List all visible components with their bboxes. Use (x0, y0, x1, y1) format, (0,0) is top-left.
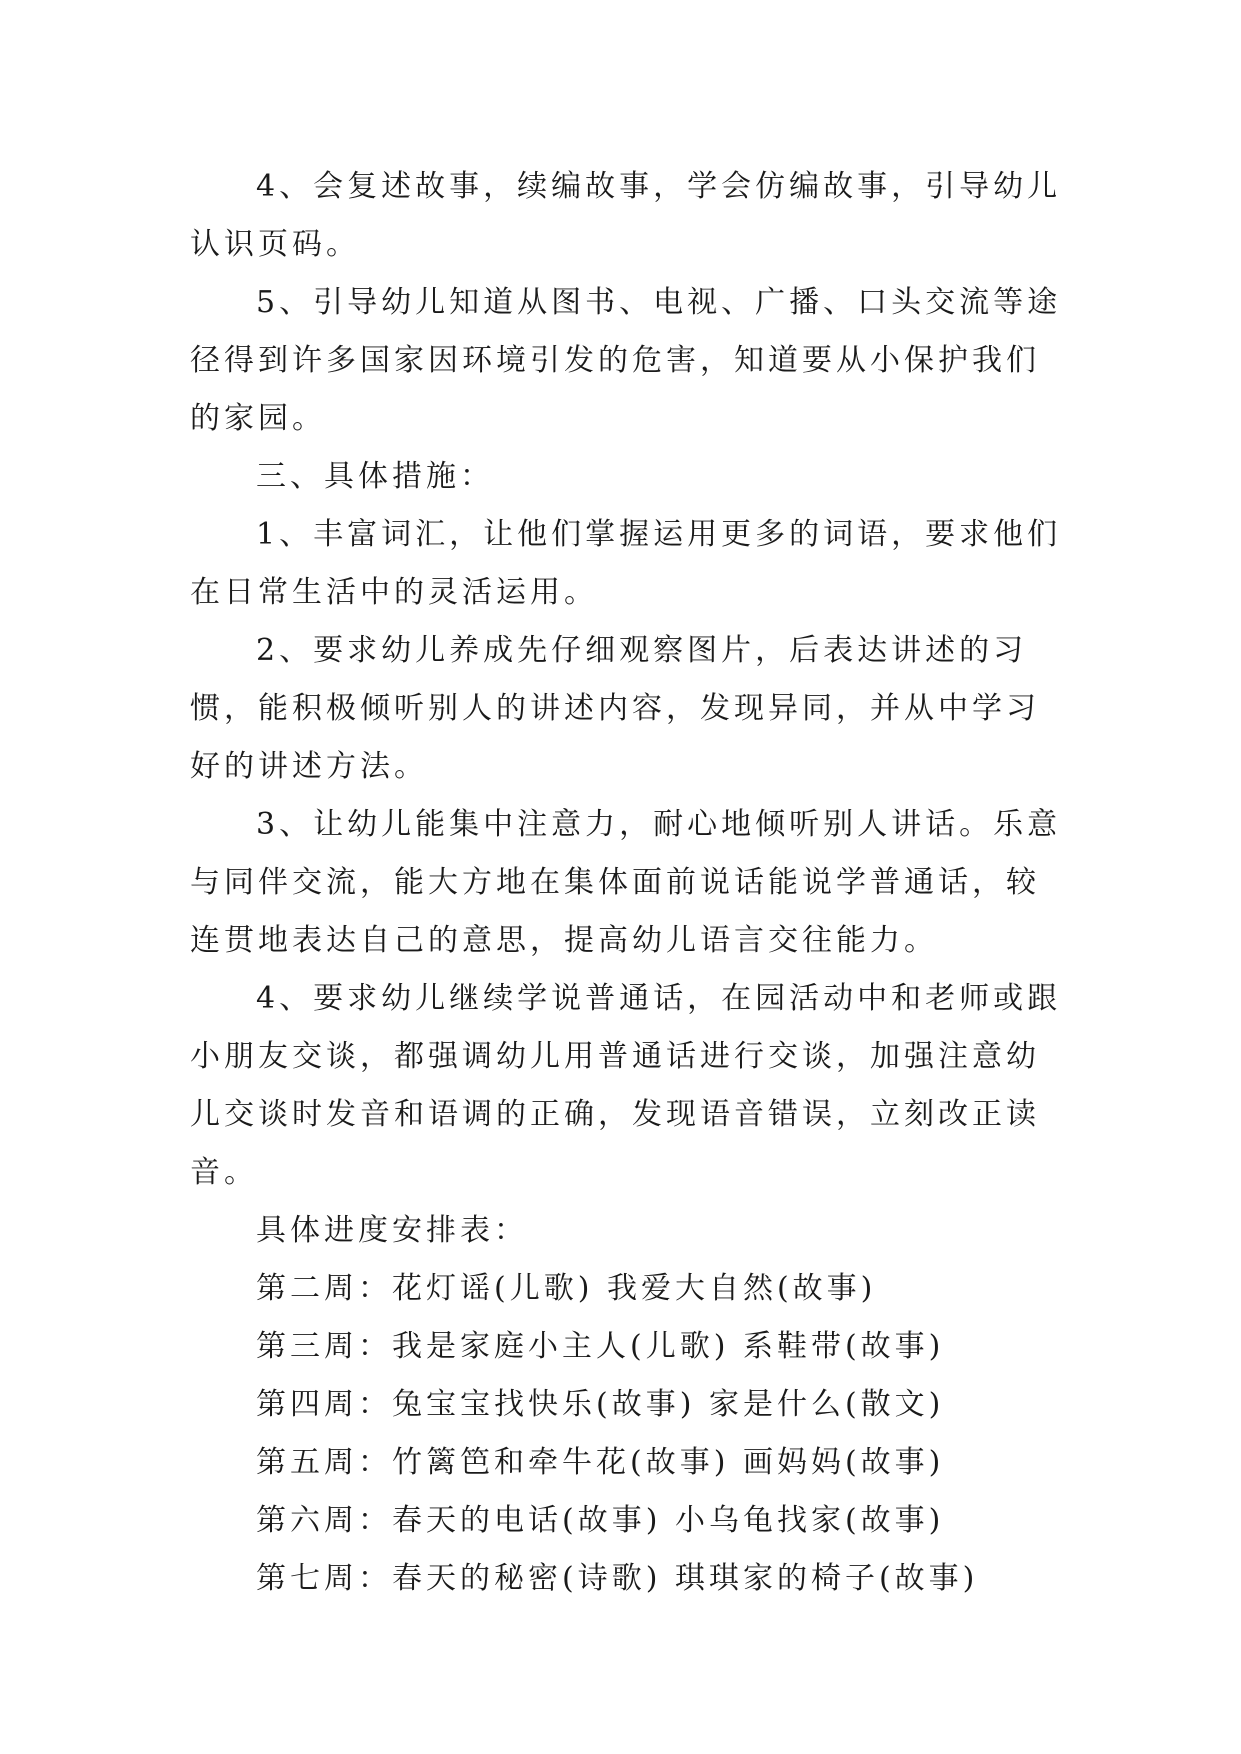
paragraph-goal-5: 5、引导幼儿知道从图书、电视、广播、口头交流等途径得到许多国家因环境引发的危害，知道要从小保护我们的家园。 (190, 285, 1062, 436)
schedule-title: 具体进度安排表： (256, 1213, 528, 1248)
paragraph-measure-4: 4、要求幼儿继续学说普通话，在园活动中和老师或跟小朋友交谈，都强调幼儿用普通话进行交谈，加强注意幼儿交谈时发音和语调的正确，发现语音错误，立刻改正读音。 (190, 981, 1062, 1190)
schedule-row: 第三周：我是家庭小主人(儿歌) 系鞋带(故事) (256, 1329, 945, 1364)
schedule-row: 第二周：花灯谣(儿歌) 我爱大自然(故事) (256, 1271, 877, 1306)
document-body (190, 158, 1070, 1608)
schedule-row: 第六周：春天的电话(故事) 小乌龟找家(故事) (256, 1503, 945, 1538)
paragraph-goal-4: 4、会复述故事，续编故事，学会仿编故事，引导幼儿认识页码。 (190, 169, 1062, 262)
paragraph-measure-1: 1、丰富词汇，让他们掌握运用更多的词语，要求他们在日常生活中的灵活运用。 (190, 517, 1062, 610)
paragraph-measure-3: 3、让幼儿能集中注意力，耐心地倾听别人讲话。乐意与同伴交流，能大方地在集体面前说话能说学普通话，较连贯地表达自己的意思，提高幼儿语言交往能力。 (190, 807, 1062, 958)
paragraph-measure-2: 2、要求幼儿养成先仔细观察图片，后表达讲述的习惯，能积极倾听别人的讲述内容，发现异同，并从中学习好的讲述方法。 (190, 633, 1040, 784)
section-heading-measures: 三、具体措施： (256, 459, 494, 494)
schedule-row: 第五周：竹篱笆和牵牛花(故事) 画妈妈(故事) (256, 1445, 945, 1480)
schedule-row: 第四周：兔宝宝找快乐(故事) 家是什么(散文) (256, 1387, 945, 1422)
schedule-row: 第七周：春天的秘密(诗歌) 琪琪家的椅子(故事) (256, 1561, 979, 1596)
